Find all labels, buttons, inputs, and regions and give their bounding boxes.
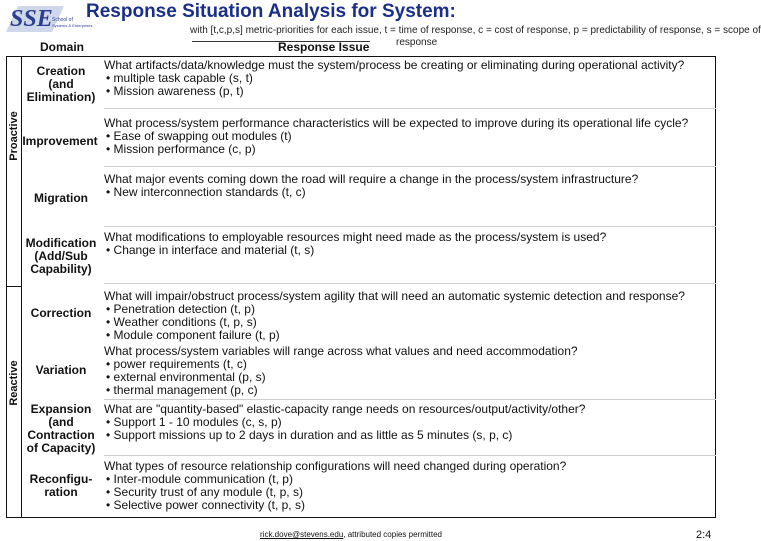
proactive-label: Proactive [8, 111, 20, 161]
metric-legend [190, 25, 761, 49]
issue-modification [104, 231, 716, 257]
issue-bullet: • Ease of swapping out modules (t) [106, 129, 292, 143]
domain-variation: Variation [35, 363, 87, 377]
reactive-label: Reactive [8, 360, 20, 406]
issue-bullet: • New interconnection standards (t, c) [106, 185, 306, 199]
issue-bullet: • Inter-module communication (t, p) [106, 472, 293, 486]
issue-question: What artifacts/data/knowledge must the system/process be creating or eliminating during operational activity? [104, 58, 685, 72]
row-divider [104, 455, 716, 456]
copyright-note: , attributed copies permitted [343, 530, 442, 539]
author-email-link[interactable]: rick.dove@stevens.edu [260, 530, 344, 539]
issue-question: What will impair/obstruct process/system agility that will need an automatic systemic detection and response? [104, 289, 685, 303]
logo-subline-1: School of [52, 17, 73, 23]
legend-line-2: response [396, 37, 438, 48]
issue-question: What major events coming down the road will require a change in the process/system infrastructure? [104, 172, 639, 186]
issue-bullet: • thermal management (p, c) [106, 383, 258, 397]
issue-creation [104, 59, 716, 98]
issue-question: What process/system performance characteristics will be expected to improve during its operational life cycle? [104, 116, 689, 130]
row-divider [104, 283, 716, 284]
column-header-domain: Domain [39, 40, 84, 54]
logo-subline-2: Systems & Enterprises [52, 23, 93, 28]
legend-line-1: with [t,c,p,s] metric-priorities for each issue, t = time of response, c = cost of response, p = predictability of response, s = scope of [190, 25, 761, 36]
issue-bullet: • Support 1 - 10 modules (c, s, p) [106, 415, 282, 429]
issue-question: What process/system variables will range across what values and need accommodation? [104, 344, 578, 358]
issue-correction [104, 290, 716, 342]
page-number: 2:4 [696, 529, 712, 541]
page-title: Response Situation Analysis for System: [86, 1, 456, 22]
domain-modification: Modification (Add/Sub Capability) [25, 236, 97, 276]
issue-bullet: • power requirements (t, c) [106, 357, 247, 371]
column-header-issue: Response Issue [278, 40, 370, 54]
issue-improvement [104, 117, 716, 156]
issue-expansion [104, 403, 716, 442]
issue-bullet: • external environmental (p, s) [106, 370, 266, 384]
issue-question: What modifications to employable resources might need made as the process/system is used? [104, 230, 607, 244]
issue-question: What are "quantity-based" elastic-capacity range needs on resources/output/activity/other? [104, 402, 586, 416]
issue-bullet: • Selective power connectivity (t, p, s) [106, 498, 305, 512]
domain-reconfiguration: Reconfigu- ration [29, 472, 93, 499]
row-divider [104, 108, 716, 109]
row-divider [104, 166, 716, 167]
issue-bullet: • Change in interface and material (t, s) [106, 243, 315, 257]
issue-migration [104, 173, 716, 199]
issue-bullet: • Mission performance (c, p) [106, 142, 256, 156]
issue-bullet: • multiple task capable (s, t) [106, 71, 253, 85]
issue-bullet: • Penetration detection (t, p) [106, 302, 255, 316]
issue-bullet: • Security trust of any module (t, p, s) [106, 485, 303, 499]
domain-correction: Correction [30, 306, 92, 320]
issue-variation [104, 345, 716, 397]
issue-question: What types of resource relationship configurations will need changed during operation? [104, 459, 567, 473]
side-separator [7, 286, 21, 287]
issue-bullet: • Module component failure (t, p) [106, 328, 280, 342]
issue-reconfiguration [104, 460, 716, 512]
logo-text: SSE [10, 6, 53, 32]
footer [260, 530, 442, 539]
domain-expansion: Expansion (and Contraction of Capacity) [26, 402, 96, 455]
issue-bullet: • Support missions up to 2 days in duration and as little as 5 minutes (s, p, c) [106, 428, 513, 442]
domain-improvement: Improvement [22, 134, 98, 148]
domain-creation: Creation (and Elimination) [26, 64, 96, 104]
issue-bullet: • Mission awareness (p, t) [106, 84, 244, 98]
domain-migration: Migration [34, 191, 88, 205]
row-divider [104, 399, 716, 400]
sse-logo [4, 2, 93, 36]
issue-bullet: • Weather conditions (t, p, s) [106, 315, 257, 329]
row-divider [104, 226, 716, 227]
